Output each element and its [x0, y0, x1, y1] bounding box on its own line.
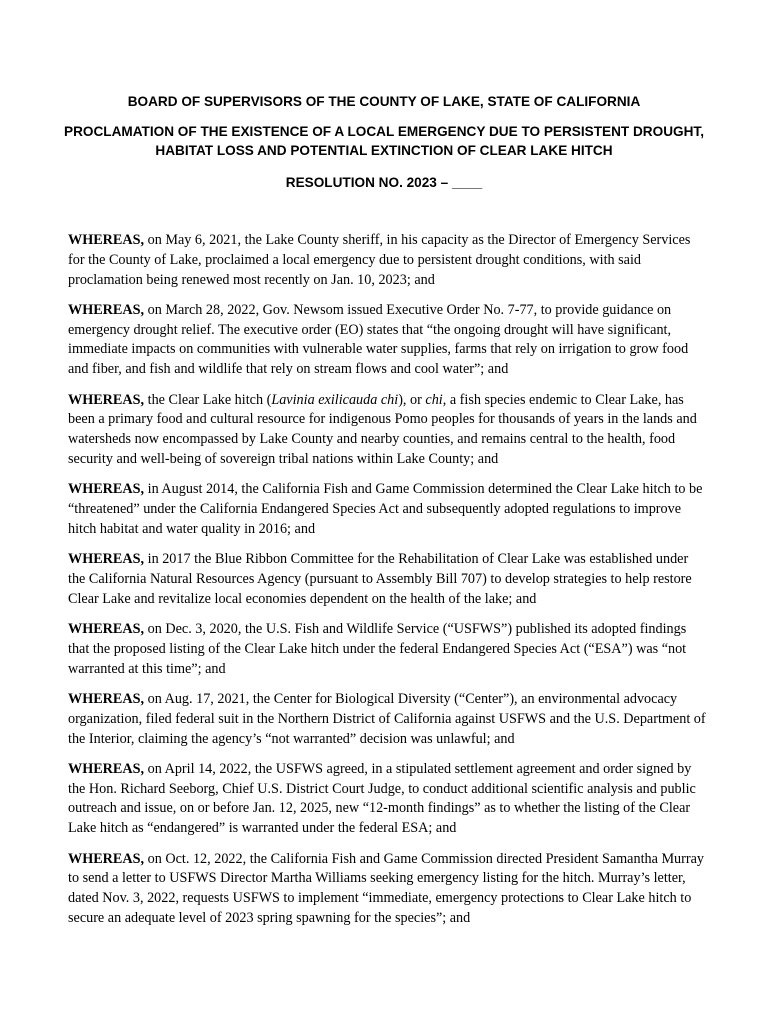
paragraph-text: on April 14, 2022, the USFWS agreed, in a stipulated settlement agreement and order signed by the Hon. Richard Seeborg, Chief U.S. District Court Judge, to conduct additional scientific analysis and public outreach and issue, on or before Jan. 12, 2025, new “12-month findings” as to whether the listing of the Clear Lake hitch as “endangered” is warranted under the federal ESA; and [68, 760, 696, 837]
paragraph-text: the Clear Lake hitch ( [144, 391, 272, 408]
whereas-paragraph-9 [68, 850, 708, 929]
whereas-label: WHEREAS, [68, 481, 145, 498]
whereas-label: WHEREAS, [68, 301, 145, 318]
paragraph-text: in August 2014, the California Fish and Game Commission determined the Clear Lake hitch to be “threatened” under the California Endangered Species Act and subsequently adopted regulations to improve hitch habitat and water quality in 2016; and [68, 481, 703, 537]
proclamation-title: PROCLAMATION OF THE EXISTENCE OF A LOCAL EMERGENCY DUE TO PERSISTENT DROUGHT, HABITAT LOSS AND POTENTIAL EXTINCTION OF CLEAR LAKE HITCH [64, 124, 704, 158]
whereas-paragraph-1 [68, 231, 708, 290]
whereas-paragraph-2 [68, 301, 708, 380]
document-body [68, 231, 708, 939]
whereas-label: WHEREAS, [68, 690, 145, 707]
whereas-paragraph-7 [68, 690, 708, 749]
paragraph-text: in 2017 the Blue Ribbon Committee for the Rehabilitation of Clear Lake was established under the California Natural Resources Agency (pursuant to Assembly Bill 707) to develop strategies to help restore Clear Lake and revitalize local economies dependent on the health of the lake; and [68, 551, 692, 607]
whereas-label: WHEREAS, [68, 391, 145, 408]
board-heading: BOARD OF SUPERVISORS OF THE COUNTY OF LAKE, STATE OF CALIFORNIA [127, 94, 641, 109]
whereas-label: WHEREAS, [68, 850, 145, 867]
paragraph-text: on Dec. 3, 2020, the U.S. Fish and Wildlife Service (“USFWS”) published its adopted findings that the proposed listing of the Clear Lake hitch under the federal Endangered Species Act (“ESA”) was “not warranted at this time”; and [68, 621, 687, 677]
whereas-label: WHEREAS, [68, 760, 145, 777]
whereas-label: WHEREAS, [68, 621, 145, 638]
scientific-name: Lavinia exilicauda chi [271, 391, 399, 408]
paragraph-text: on Oct. 12, 2022, the California Fish and Game Commission directed President Samantha Murray to send a letter to USFWS Director Martha Williams seeking emergency listing for the hitch. Murray’s letter, dated Nov. 3, 2022, requests USFWS to implement “immediate, emergency protections to Clear Lake hitch to secure an adequate level of 2023 spring spawning for the species”; and [68, 850, 704, 926]
whereas-paragraph-4 [68, 480, 708, 539]
paragraph-text: on March 28, 2022, Gov. Newsom issued Executive Order No. 7-77, to provide guidance on emergency drought relief. The executive order (EO) states that “the ongoing drought will have significant, immediate impacts on communities with vulnerable water supplies, farms that rely on irrigation to grow food and fiber, and fish and wildlife that rely on stream flows and cool water”; and [68, 301, 689, 378]
whereas-paragraph-5 [68, 550, 708, 609]
whereas-paragraph-8 [68, 760, 708, 839]
resolution-number: RESOLUTION NO. 2023 – ____ [285, 175, 483, 190]
paragraph-text: on Aug. 17, 2021, the Center for Biological Diversity (“Center”), an environmental advocacy organization, filed federal suit in the Northern District of California against USFWS and the U.S. Department of the Interior, claiming the agency’s “not warranted” decision was unlawful; and [68, 690, 706, 747]
whereas-label: WHEREAS, [68, 232, 145, 248]
whereas-label: WHEREAS, [68, 551, 145, 568]
whereas-paragraph-3 [68, 391, 708, 470]
common-name-chi: chi [425, 391, 443, 408]
paragraph-text: ), or [398, 391, 426, 408]
whereas-paragraph-6 [68, 620, 708, 679]
paragraph-text: on May 6, 2021, the Lake County sheriff, in his capacity as the Director of Emergency Services for the County of Lake, proclaimed a local emergency due to persistent drought conditions, with said proclamation being renewed most recently on Jan. 10, 2023; and [68, 232, 691, 288]
paragraph-text: , a fish species endemic to Clear Lake, has been a primary food and cultural resource for indigenous Pomo peoples for thousands of years in the lands and watersheds now encompassed by Lake County and nearby counties, and remains central to the health, food security and well-being of sovereign tribal nations within Lake County; and [68, 391, 697, 467]
